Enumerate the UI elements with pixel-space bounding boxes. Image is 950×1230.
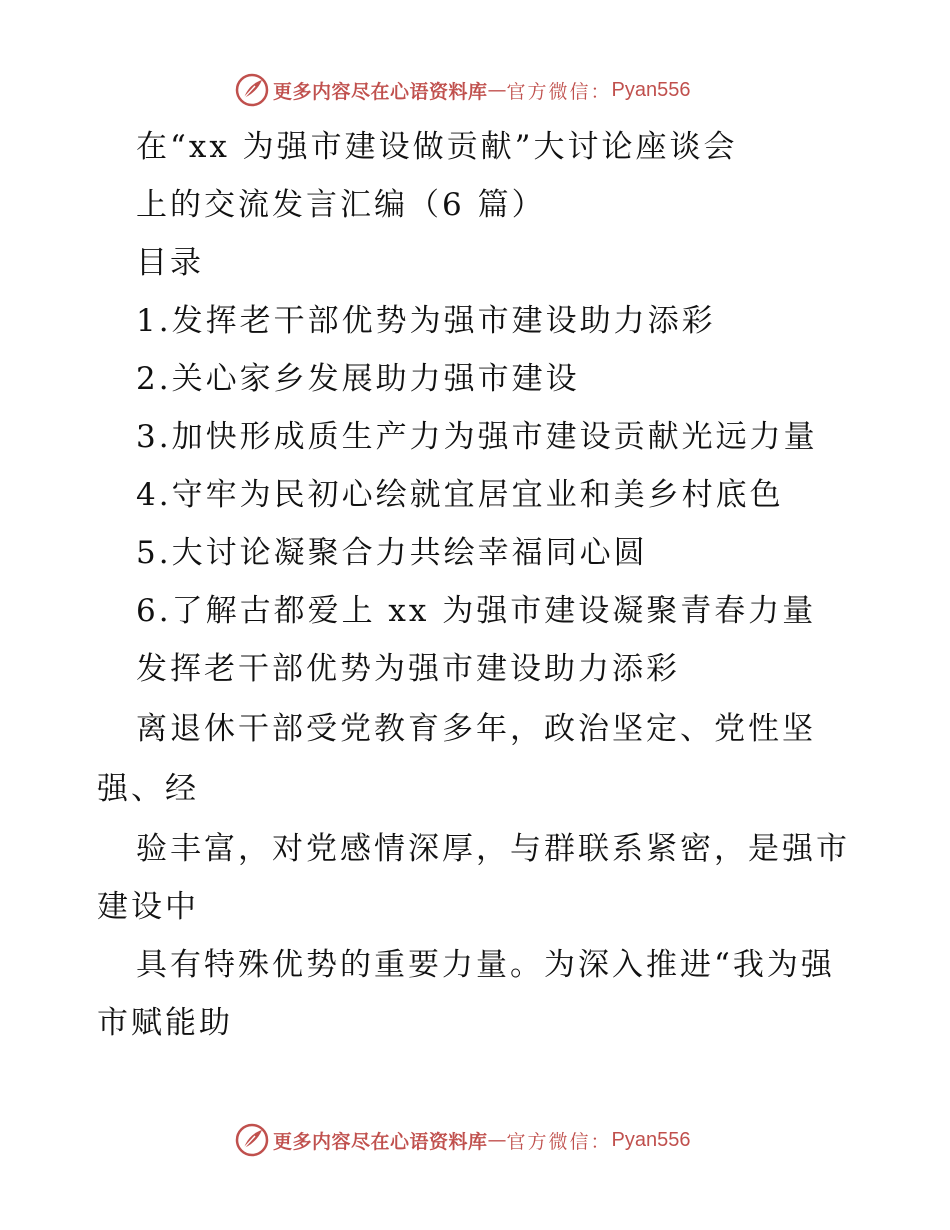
body-line-4: 建设中 <box>97 889 199 925</box>
toc-item-1: 1.发挥老干部优势为强市建设助力添彩 <box>136 303 716 339</box>
banner-separator: — <box>487 1129 507 1151</box>
toc-item-5: 5.大讨论凝聚合力共绘幸福同心圆 <box>136 535 648 571</box>
toc-item-6: 6.了解古都爱上 xx 为强市建设凝聚青春力量 <box>136 593 817 629</box>
body-line-3: 验丰富，对党感情深厚，与群联系紧密，是强市 <box>136 831 850 867</box>
header-banner <box>235 72 691 108</box>
feather-pen-logo-icon <box>235 1123 269 1157</box>
site-name: 更多内容尽在心语资料库 <box>273 80 488 103</box>
toc-item-4: 4.守牢为民初心绘就宜居宜业和美乡村底色 <box>136 477 784 513</box>
section-title: 发挥老干部优势为强市建设助力添彩 <box>136 651 680 687</box>
toc-heading: 目录 <box>136 245 204 281</box>
body-line-2: 强、经 <box>97 771 199 807</box>
wechat-label: 官方微信： <box>506 1130 612 1153</box>
toc-item-3: 3.加快形成质生产力为强市建设贡献光远力量 <box>136 419 818 455</box>
wechat-id: Pyan556 <box>611 1128 691 1151</box>
site-name: 更多内容尽在心语资料库 <box>273 1130 488 1153</box>
wechat-id: Pyan556 <box>611 78 691 101</box>
body-line-6: 市赋能助 <box>97 1005 233 1041</box>
footer-banner <box>235 1122 691 1158</box>
wechat-label: 官方微信： <box>506 80 612 103</box>
body-line-5: 具有特殊优势的重要力量。为深入推进“我为强 <box>136 947 835 983</box>
feather-pen-logo-icon <box>235 73 269 107</box>
document-title-line-2: 上的交流发言汇编（6 篇） <box>136 187 546 223</box>
document-title-line-1: 在“xx 为强市建设做贡献”大讨论座谈会 <box>136 129 738 165</box>
banner-separator: — <box>487 79 507 101</box>
body-line-1: 离退休干部受党教育多年，政治坚定、党性坚 <box>136 711 816 747</box>
toc-item-2: 2.关心家乡发展助力强市建设 <box>136 361 580 397</box>
